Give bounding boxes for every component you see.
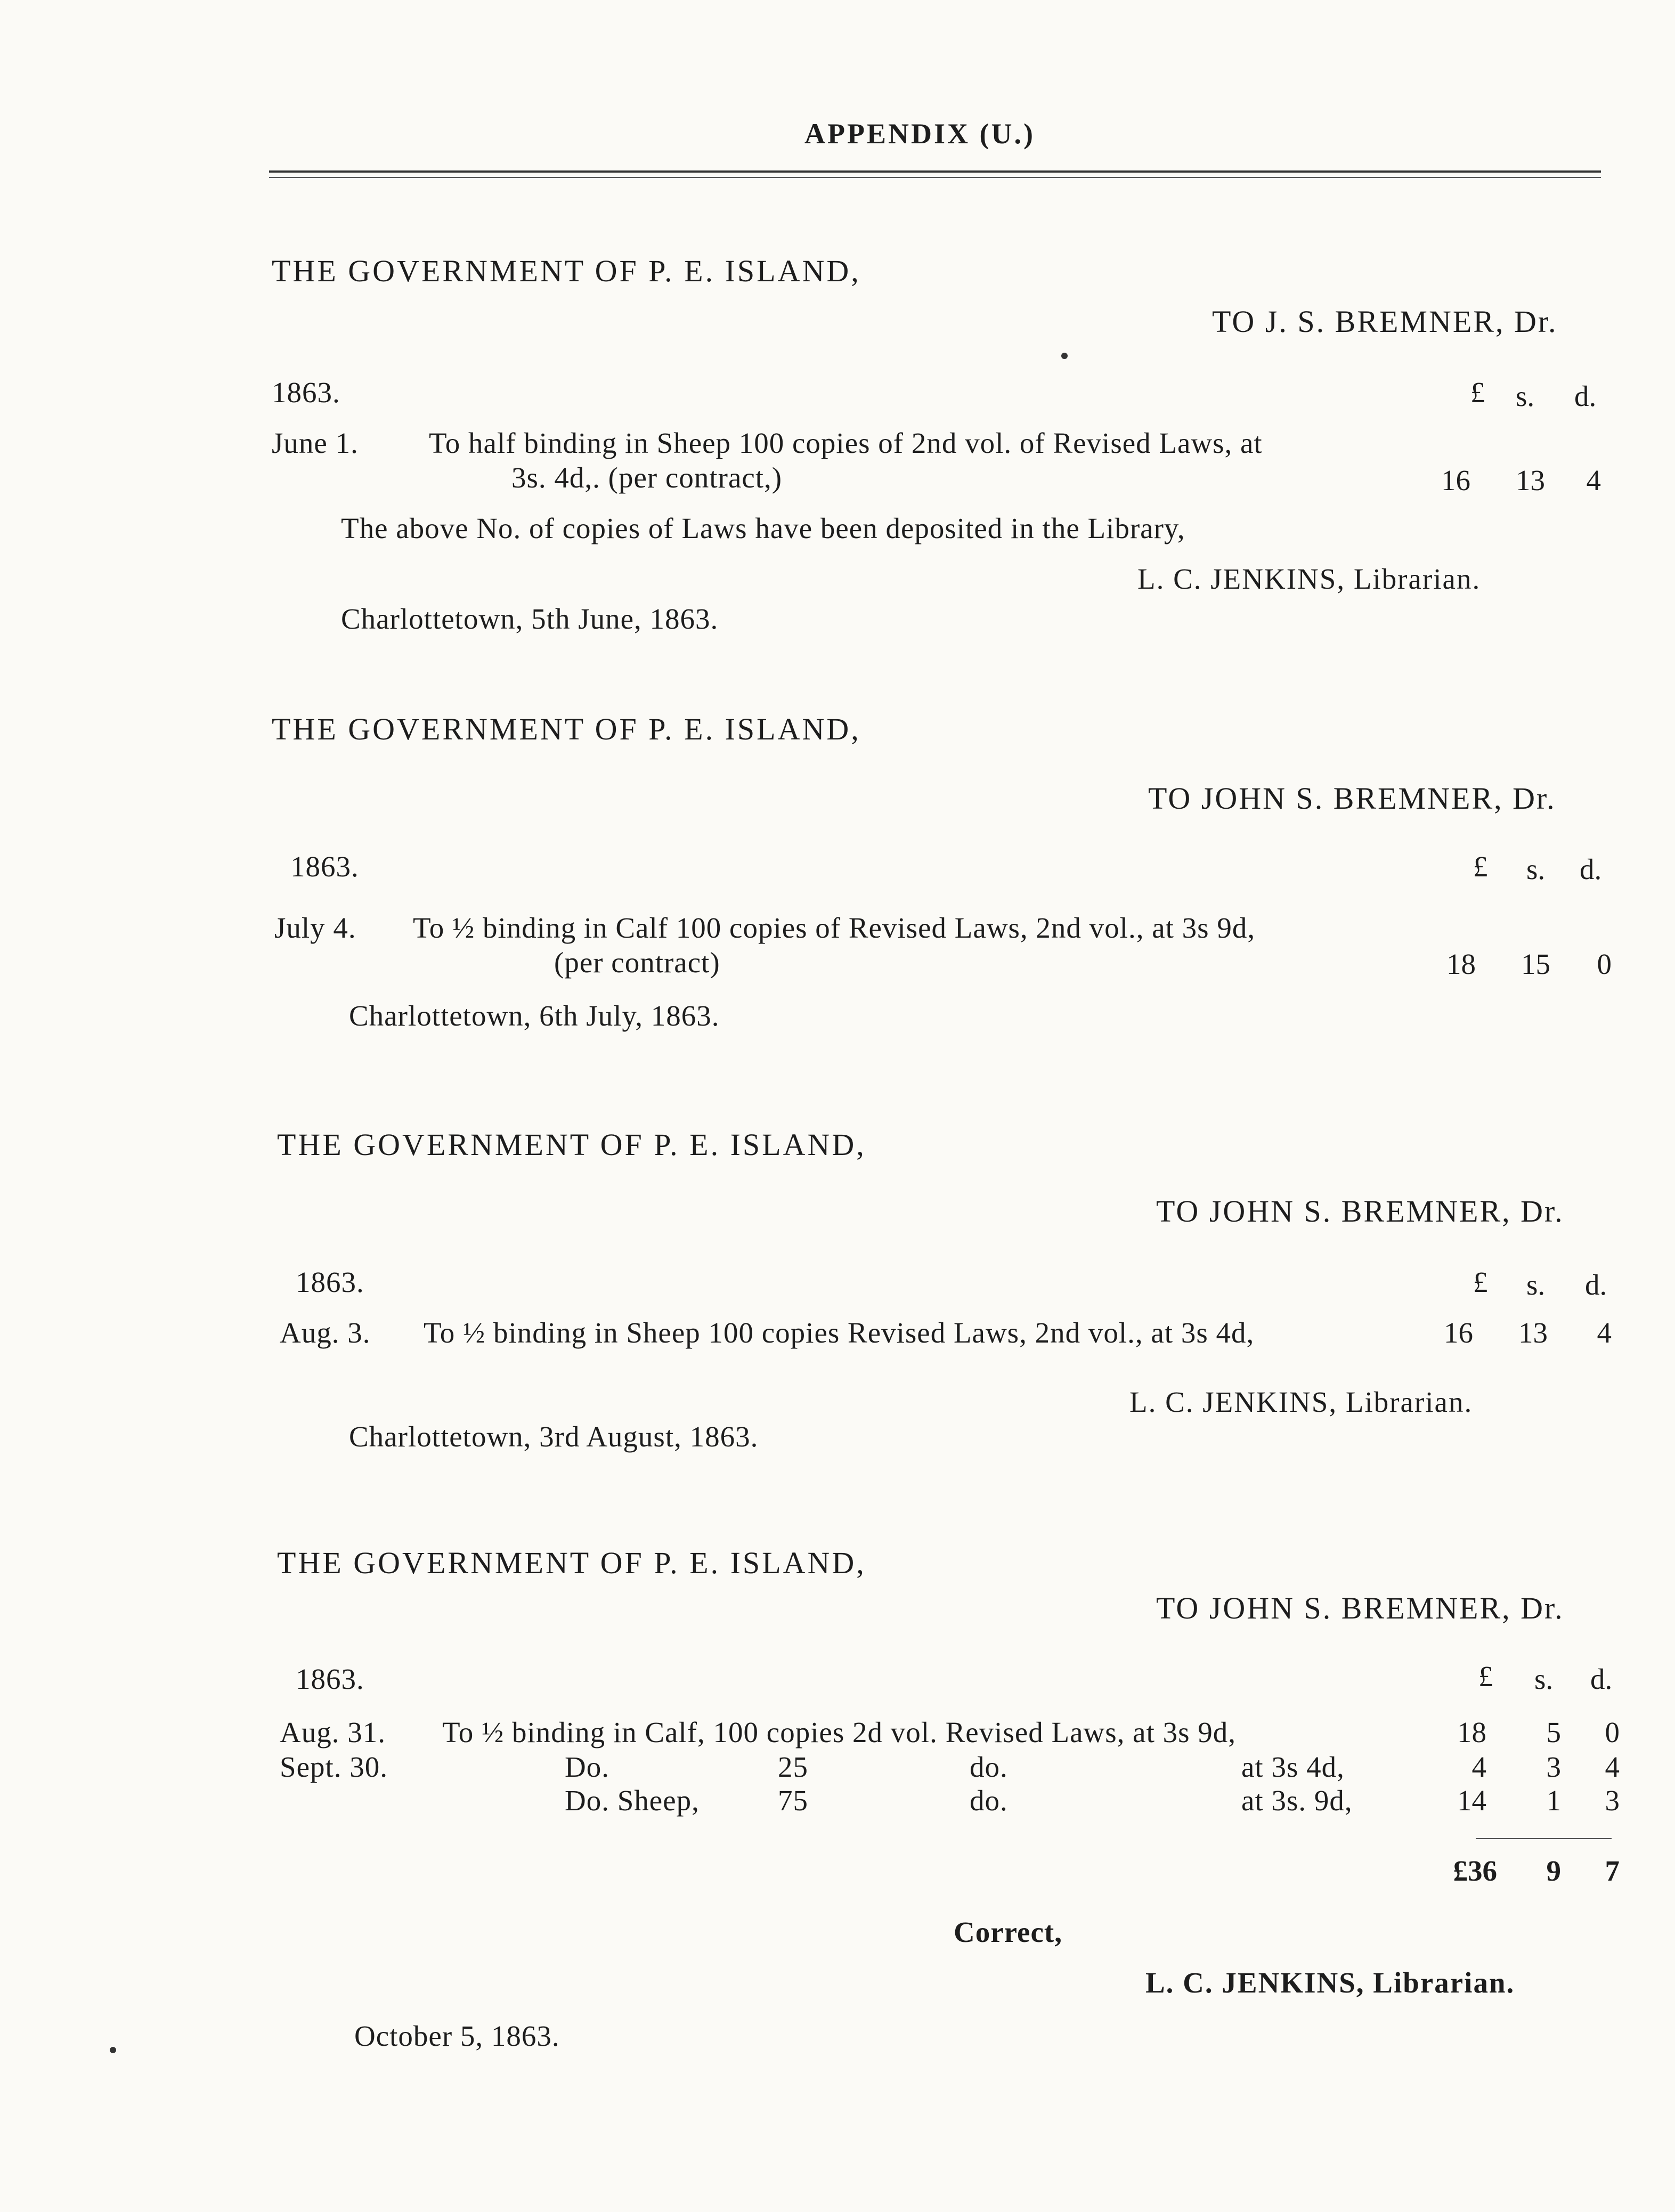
entry-pence: 4 — [1586, 464, 1601, 497]
librarian-signature: L. C. JENKINS, Librarian. — [1129, 1386, 1473, 1418]
creditor-line: TO J. S. BREMNER, Dr. — [1212, 304, 1558, 339]
entry-pence: 3 — [1605, 1784, 1620, 1817]
entry-date: July 4. — [274, 912, 356, 944]
entry-qty: 75 — [778, 1784, 808, 1817]
account-heading: THE GOVERNMENT OF P. E. ISLAND, — [277, 1127, 866, 1162]
librarian-signature: L. C. JENKINS, Librarian. — [1145, 1966, 1515, 1999]
entry-rate: at 3s. 9d, — [1241, 1784, 1353, 1817]
total-pence: 7 — [1605, 1855, 1620, 1887]
entry-pence: 0 — [1597, 948, 1612, 980]
pounds-header: £ — [1473, 850, 1488, 883]
correct-note: Correct, — [954, 1916, 1062, 1948]
creditor-line: TO JOHN S. BREMNER, Dr. — [1156, 1591, 1564, 1625]
sum-rule — [1476, 1838, 1612, 1839]
shillings-header: s. — [1516, 380, 1535, 412]
place-date: Charlottetown, 6th July, 1863. — [349, 999, 720, 1032]
entry-date: Aug. 3. — [280, 1316, 371, 1349]
entry-description-cont: 3s. 4d,. (per contract,) — [511, 461, 783, 494]
entry-date: Aug. 31. — [280, 1716, 386, 1749]
pounds-header: £ — [1473, 1266, 1488, 1298]
entry-shillings: 15 — [1521, 948, 1550, 980]
entry-pence: 4 — [1605, 1751, 1620, 1783]
account-heading: THE GOVERNMENT OF P. E. ISLAND, — [272, 712, 861, 746]
entry-description: To half binding in Sheep 100 copies of 2nd vol. of Revised Laws, at — [429, 427, 1263, 459]
entry-pounds: 18 — [1446, 948, 1476, 980]
entry-description: To ½ binding in Calf, 100 copies 2d vol. Revised Laws, at 3s 9d, — [442, 1716, 1236, 1749]
shillings-header: s. — [1526, 1268, 1546, 1301]
entry-qty: 25 — [778, 1751, 808, 1783]
entry-item: Do. Sheep, — [565, 1784, 700, 1817]
account-year: 1863. — [296, 1266, 364, 1298]
page-title: APPENDIX (U.) — [804, 118, 1035, 150]
entry-pence: 4 — [1597, 1316, 1612, 1349]
header-rule — [269, 170, 1601, 173]
entry-ditto: do. — [970, 1751, 1008, 1783]
entry-date: Sept. 30. — [280, 1751, 388, 1783]
account-year: 1863. — [296, 1663, 364, 1695]
entry-pounds: 4 — [1471, 1751, 1486, 1783]
entry-pounds: 14 — [1457, 1784, 1486, 1817]
entry-shillings: 3 — [1546, 1751, 1561, 1783]
pence-header: d. — [1580, 853, 1602, 885]
entry-shillings: 5 — [1546, 1716, 1561, 1749]
account-heading: THE GOVERNMENT OF P. E. ISLAND, — [272, 254, 861, 288]
entry-pence: 0 — [1605, 1716, 1620, 1749]
entry-ditto: do. — [970, 1784, 1008, 1817]
margin-ink-dot — [110, 2047, 116, 2053]
entry-description: To ½ binding in Calf 100 copies of Revised Laws, 2nd vol., at 3s 9d, — [413, 912, 1256, 944]
account-heading: THE GOVERNMENT OF P. E. ISLAND, — [277, 1546, 866, 1580]
entry-description-cont: (per contract) — [554, 946, 720, 979]
creditor-line: TO JOHN S. BREMNER, Dr. — [1148, 781, 1556, 816]
account-year: 1863. — [290, 850, 359, 883]
total-shillings: 9 — [1546, 1855, 1561, 1887]
pounds-header: £ — [1478, 1660, 1493, 1693]
entry-shillings: 1 — [1546, 1784, 1561, 1817]
deposit-note: The above No. of copies of Laws have been deposited in the Library, — [341, 512, 1185, 544]
shillings-header: s. — [1534, 1663, 1554, 1695]
pence-header: d. — [1574, 380, 1597, 412]
shillings-header: s. — [1526, 853, 1546, 885]
entry-pounds: 18 — [1457, 1716, 1486, 1749]
pence-header: d. — [1590, 1663, 1613, 1695]
librarian-signature: L. C. JENKINS, Librarian. — [1137, 563, 1481, 595]
total-pounds: £36 — [1453, 1855, 1497, 1887]
pounds-header: £ — [1470, 376, 1485, 409]
account-year: 1863. — [272, 376, 340, 409]
entry-rate: at 3s 4d, — [1241, 1751, 1345, 1783]
header-rule-secondary — [269, 177, 1601, 178]
entry-pounds: 16 — [1441, 464, 1470, 497]
entry-shillings: 13 — [1516, 464, 1545, 497]
entry-item: Do. — [565, 1751, 609, 1783]
pence-header: d. — [1585, 1268, 1607, 1301]
entry-description: To ½ binding in Sheep 100 copies Revised Laws, 2nd vol., at 3s 4d, — [424, 1316, 1255, 1349]
entry-pounds: 16 — [1444, 1316, 1473, 1349]
place-date: Charlottetown, 5th June, 1863. — [341, 603, 719, 635]
entry-shillings: 13 — [1518, 1316, 1548, 1349]
ink-dot — [1061, 353, 1068, 359]
creditor-line: TO JOHN S. BREMNER, Dr. — [1156, 1194, 1564, 1229]
place-date: Charlottetown, 3rd August, 1863. — [349, 1420, 759, 1453]
place-date: October 5, 1863. — [354, 2020, 560, 2052]
entry-date: June 1. — [272, 427, 359, 459]
